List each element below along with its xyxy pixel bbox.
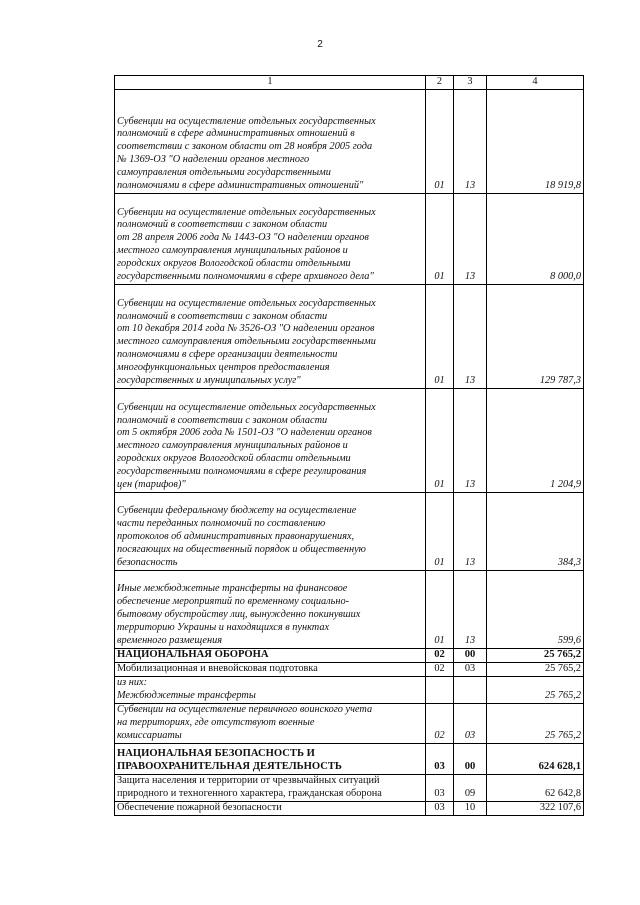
description-line: комиссариаты [117, 730, 182, 742]
description-line: на территориях, где отсутствуют военные [117, 717, 315, 729]
description-line: государственных и муниципальных услуг" [117, 375, 301, 387]
row-description [115, 775, 426, 802]
row-amount: 18 919,8 [487, 90, 584, 194]
description-line: безопасность [117, 557, 178, 569]
description-line: из них: [117, 677, 147, 689]
page-number: 2 [317, 39, 323, 50]
header-cell-section: 2 [426, 76, 454, 90]
description-line: полномочий в сфере административных отношений в [117, 128, 355, 140]
row-amount: 322 107,6 [487, 802, 584, 816]
header-cell-amount: 4 [487, 76, 584, 90]
row-subsection-code: 09 [454, 775, 487, 802]
description-line: Субвенции федеральному бюджету на осуществление [117, 505, 357, 517]
table-row [115, 389, 584, 493]
row-section-code: 03 [426, 744, 454, 775]
row-amount: 129 787,3 [487, 285, 584, 389]
row-subsection-code: 13 [454, 389, 487, 493]
row-section-code: 01 [426, 90, 454, 194]
table-row [115, 285, 584, 389]
description-line: Мобилизационная и вневойсковая подготовка [117, 663, 318, 675]
description-line: части переданных полномочий по составлению [117, 518, 326, 530]
row-section-code [426, 677, 454, 704]
row-subsection-code: 10 [454, 802, 487, 816]
row-subsection-code: 13 [454, 194, 487, 285]
description-line: ПРАВООХРАНИТЕЛЬНАЯ ДЕЯТЕЛЬНОСТЬ [117, 761, 342, 773]
description-line: обеспечение мероприятий по временному социально- [117, 596, 350, 608]
table-row [115, 571, 584, 649]
row-description [115, 744, 426, 775]
table-header-row [115, 76, 584, 90]
budget-table [114, 75, 584, 816]
description-line: бытовому обустройству лиц, вынужденно покинувших [117, 609, 361, 621]
row-section-code: 01 [426, 571, 454, 649]
description-line: местного самоуправления муниципальных районов и [117, 440, 348, 452]
table-row [115, 649, 584, 663]
row-subsection-code: 03 [454, 663, 487, 677]
row-description [115, 802, 426, 816]
description-line: Субвенции на осуществление отдельных государственных [117, 401, 376, 413]
description-line: полномочий в соответствии с законом области [117, 219, 328, 231]
table-row [115, 704, 584, 744]
table-row [115, 744, 584, 775]
row-description [115, 194, 426, 285]
header-cell-subsection: 3 [454, 76, 487, 90]
row-amount: 25 765,2 [487, 677, 584, 704]
description-line: Обеспечение пожарной безопасности [117, 802, 282, 814]
row-description [115, 571, 426, 649]
row-subsection-code: 13 [454, 285, 487, 389]
row-subsection-code [454, 677, 487, 704]
description-line: от 28 апреля 2006 года № 1443-ОЗ "О наделении органов [117, 232, 369, 244]
description-line: многофункциональных центров предоставления [117, 362, 330, 374]
row-section-code: 02 [426, 663, 454, 677]
description-line: местного самоуправления муниципальных районов и [117, 245, 348, 257]
description-line: городских округов Вологодской области отдельными [117, 258, 351, 270]
row-amount: 25 765,2 [487, 663, 584, 677]
row-subsection-code: 00 [454, 649, 487, 663]
row-section-code: 01 [426, 389, 454, 493]
row-section-code: 01 [426, 285, 454, 389]
description-line: природного и техногенного характера, гражданская оборона [117, 788, 382, 800]
row-description [115, 649, 426, 663]
row-description [115, 663, 426, 677]
row-amount: 62 642,8 [487, 775, 584, 802]
table-row [115, 493, 584, 571]
description-line: от 5 октября 2006 года № 1501-ОЗ "О наделении органов [117, 427, 372, 439]
row-section-code: 03 [426, 802, 454, 816]
description-line: протоколов об административных правонарушениях, [117, 531, 355, 543]
description-line: посягающих на общественный порядок и общественную [117, 544, 366, 556]
row-amount: 624 628,1 [487, 744, 584, 775]
row-section-code: 01 [426, 493, 454, 571]
description-line: Субвенции на осуществление отдельных государственных [117, 297, 376, 309]
row-subsection-code: 03 [454, 704, 487, 744]
table-row [115, 775, 584, 802]
row-description [115, 677, 426, 704]
table-row [115, 90, 584, 194]
row-subsection-code: 13 [454, 493, 487, 571]
description-line: Межбюджетные трансферты [117, 690, 256, 702]
row-amount: 599,6 [487, 571, 584, 649]
description-line: от 10 декабря 2014 года № 3526-ОЗ "О наделении органов [117, 323, 375, 335]
row-section-code: 02 [426, 704, 454, 744]
row-amount: 25 765,2 [487, 649, 584, 663]
description-line: цен (тарифов)" [117, 479, 186, 491]
description-line: временного размещения [117, 635, 223, 647]
table-row [115, 802, 584, 816]
description-line: Иные межбюджетные трансферты на финансовое [117, 583, 348, 595]
table-row [115, 663, 584, 677]
row-description [115, 389, 426, 493]
row-description [115, 493, 426, 571]
row-subsection-code: 13 [454, 90, 487, 194]
table-row [115, 194, 584, 285]
row-description [115, 704, 426, 744]
description-line: самоуправления отдельными государственными [117, 167, 331, 179]
row-subsection-code: 00 [454, 744, 487, 775]
row-section-code: 03 [426, 775, 454, 802]
row-amount: 1 204,9 [487, 389, 584, 493]
description-line: НАЦИОНАЛЬНАЯ БЕЗОПАСНОСТЬ И [117, 748, 315, 760]
description-line: Субвенции на осуществление отдельных государственных [117, 115, 376, 127]
description-line: государственными полномочиями в сфере архивного дела" [117, 271, 374, 283]
row-description [115, 285, 426, 389]
row-amount: 384,3 [487, 493, 584, 571]
description-line: Защита населения и территории от чрезвычайных ситуаций [117, 775, 380, 787]
description-line: государственными полномочиями в сфере регулирования [117, 466, 367, 478]
row-amount: 25 765,2 [487, 704, 584, 744]
description-line: полномочиями в сфере организации деятельности [117, 349, 338, 361]
description-line: Субвенции на осуществление первичного воинского учета [117, 704, 373, 716]
row-description [115, 90, 426, 194]
description-line: полномочий в соответствии с законом области [117, 310, 328, 322]
row-section-code: 01 [426, 194, 454, 285]
row-subsection-code: 13 [454, 571, 487, 649]
description-line: полномочиями в сфере административных отношений" [117, 180, 364, 192]
description-line: НАЦИОНАЛЬНАЯ ОБОРОНА [117, 649, 269, 661]
description-line: территорию Украины и находящихся в пунктах [117, 622, 330, 634]
table-row [115, 677, 584, 704]
description-line: полномочий в соответствии с законом области [117, 414, 328, 426]
description-line: Субвенции на осуществление отдельных государственных [117, 206, 376, 218]
description-line: № 1369-ОЗ "О наделении органов местного [117, 154, 310, 166]
row-amount: 8 000,0 [487, 194, 584, 285]
header-cell-description: 1 [115, 76, 426, 90]
row-section-code: 02 [426, 649, 454, 663]
description-line: городских округов Вологодской области отдельными [117, 453, 351, 465]
description-line: соответствии с законом области от 28 ноября 2005 года [117, 141, 373, 153]
description-line: местного самоуправления отдельными государственными [117, 336, 376, 348]
